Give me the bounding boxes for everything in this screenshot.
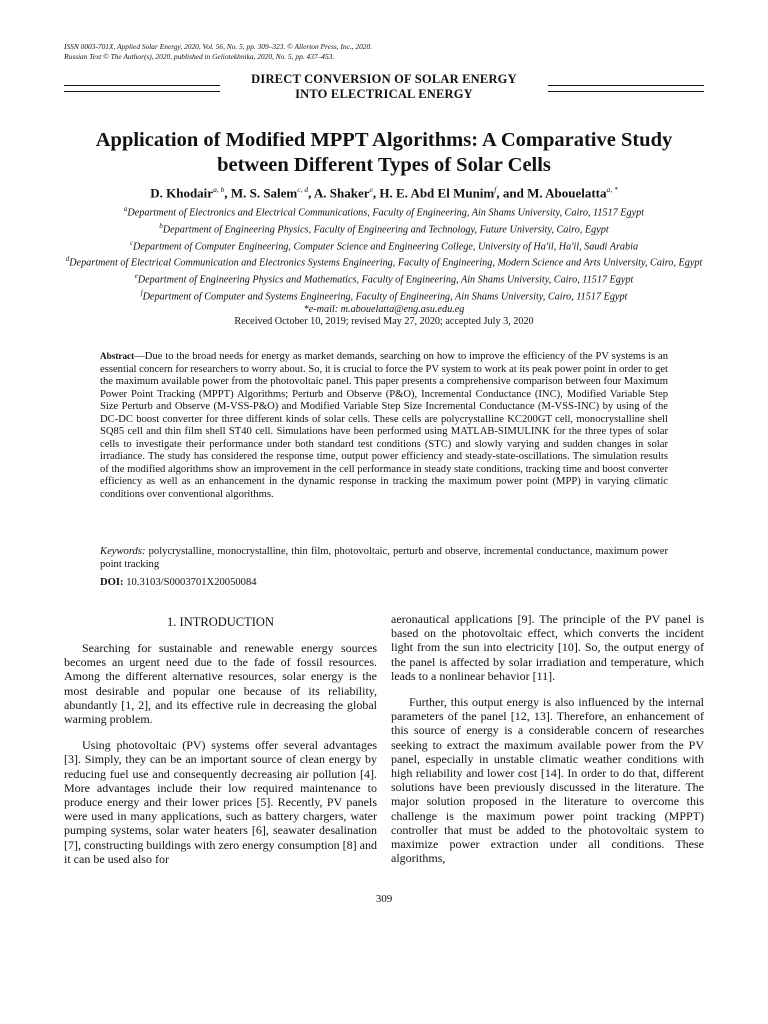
- section-heading: [64, 72, 704, 104]
- affiliation-list: [30, 203, 738, 304]
- abstract: [100, 350, 668, 501]
- author-name: H. E. Abd El Munim: [379, 185, 495, 201]
- affiliation-text: Department of Computer and Systems Engineering, Faculty of Engineering, Ain Shams University, Cairo, 11517 Egypt: [142, 291, 628, 303]
- author-separator: ,: [224, 185, 231, 201]
- affiliation-item: [30, 220, 738, 237]
- body-paragraph: Searching for sustainable and renewable energy sources becomes an urgent need due to the fade of fossil resources. Among the different alternative resources, solar energy is the most desirable and popular one because of its reliability, abundantly [1, 2], and its effective rule in decreasing the global warming problem.: [64, 641, 377, 727]
- corresponding-email[interactable]: *e-mail: m.abouelatta@eng.asu.edu.eg: [303, 303, 465, 315]
- author-affiliation-marker: a, b: [213, 185, 225, 194]
- abstract-text: —Due to the broad needs for energy as market demands, searching on how to improve the efficiency of the PV systems is an essential concern for researchers to worry about. So, it is crucial to force the PV system to work at its peak power point in order to get the maximum available power from the photovoltaic panel. This paper presents a comprehensive comparison between four Maximum Power Point Tracking (MPPT) Algorithms; Perturb and Observe (P&O), Incremental Conductance (INC), Modified Variable Step Size Perturb and Observe (M-VSS-P&O) and Modified Variable Step Size Incremental Conductance (M-VSS-INC) by using of the DC-DC boost converter for three different kinds of solar cells. These cells are polycrystalline KC200GT cell, monocrystalline shell SQ85 cell and thin film shell ST40 cell. Simulations have been performed using MATLAB-SIMULINK for the three types of solar cells to investigate their performance under both standard test conditions (STC) and slowly varying and sudden changes in solar irradiance. The study has considered the response time, output power efficiency and steady-state-oscillations. The simulation results of the modified algorithms show an improvement in the cell performance in steady state conditions, tracking time and boost converter efficiency as well as an enhancement in the dynamic response in tracking the maximum power point (MPP) in varying climatic conditions over conventional algorithms.: [100, 351, 668, 500]
- title-line: Application of Modified MPPT Algorithms: A Comparative Study: [95, 129, 673, 151]
- keywords-text: polycrystalline, monocrystalline, thin film, photovoltaic, perturb and observe, incremental conductance, maximum power point tracking: [100, 546, 668, 570]
- journal-citation: [64, 42, 704, 62]
- affiliation-marker: e: [134, 272, 138, 281]
- affiliation-marker: c: [129, 238, 134, 247]
- author-affiliation-marker: c, d: [297, 185, 309, 194]
- affiliation-marker: b: [159, 221, 163, 230]
- article-title: [64, 128, 704, 178]
- author-name: M. Abouelatta: [527, 185, 607, 201]
- section-title-line: DIRECT CONVERSION OF SOLAR ENERGY: [251, 72, 517, 86]
- doi-label: DOI:: [100, 577, 124, 588]
- author-affiliation-marker: a, *: [606, 185, 618, 194]
- author-separator: , and: [496, 185, 528, 201]
- affiliation-marker: f: [140, 288, 143, 297]
- author-list: [64, 182, 704, 201]
- affiliation-item: [30, 237, 738, 254]
- affiliation-text: Department of Computer Engineering, Computer Science and Engineering College, University of Ha'il, Ha'il, Saudi Arabia: [133, 240, 639, 252]
- affiliation-text: Department of Engineering Physics and Mathematics, Faculty of Engineering, Ain Shams University, Cairo, 11517 Egypt: [137, 274, 634, 286]
- body-paragraph: Using photovoltaic (PV) systems offer several advantages [3]. Simply, they can be an important source of clean energy by reducing fuel use and consequently decreasing air pollution [4]. More advantages include their low required maintenance to produce energy and their lower prices [5]. Recently, PV panels were used in many applications, such as battery chargers, water pumping systems, solar water heaters [6], seawater desalination [7], constructing buildings with zero energy consumption [8] and it can be used also for: [64, 738, 377, 866]
- author-name: A. Shaker: [313, 185, 370, 201]
- author-name: D. Khodair: [150, 185, 214, 201]
- affiliation-text: Department of Electronics and Electrical Communications, Faculty of Engineering, Ain Shams University, Cairo, 11517 Egypt: [127, 207, 645, 219]
- keywords-label: Keywords:: [100, 546, 146, 557]
- affiliation-marker: d: [65, 255, 70, 264]
- affiliation-marker: a: [123, 205, 128, 213]
- section-title: [64, 72, 704, 102]
- keywords: [100, 546, 668, 571]
- affiliations-block: [30, 203, 738, 329]
- author-name: M. S. Salem: [230, 185, 298, 201]
- russian-text-line: Russian Text © The Author(s), 2020, published in Geliotekhnika, 2020, No. 5, pp. 437–453.: [64, 52, 335, 61]
- affiliation-item: [30, 287, 738, 304]
- doi: [100, 577, 668, 590]
- received-dates: Received October 10, 2019; revised May 27, 2020; accepted July 3, 2020: [234, 316, 534, 328]
- body-paragraph: aeronautical applications [9]. The principle of the PV panel is based on the photovoltaic effect, which converts the incident light from the sun into electricity [10]. So, the output energy of the panel is affected by solar irradiation and temperature, which leads to a nonlinear behavior [11].: [391, 612, 704, 683]
- issn-line: ISSN 0003-701X, Applied Solar Energy, 2020, Vol. 56, No. 5, pp. 309–323. © Allerton Press, Inc., 2020.: [64, 42, 372, 51]
- author-separator: ,: [372, 185, 380, 201]
- doi-value[interactable]: 10.3103/S0003701X20050084: [123, 577, 257, 588]
- affiliation-text: Department of Electrical Communication and Electronics Systems Engineering, Faculty of Engineering, Modern Science and Arts University, Cairo, Egypt: [69, 257, 703, 269]
- introduction-heading: 1. INTRODUCTION: [167, 615, 274, 629]
- affiliation-text: Department of Engineering Physics, Faculty of Engineering and Technology, Future University, Cairo, Egypt: [162, 224, 609, 236]
- author-separator: ,: [308, 185, 314, 201]
- body-column-right: [391, 612, 704, 865]
- affiliation-item: [30, 203, 738, 220]
- author-affiliation-marker: f: [494, 185, 497, 194]
- affiliation-item: [30, 253, 738, 270]
- section-title-line: INTO ELECTRICAL ENERGY: [295, 87, 473, 101]
- body-column-left: [64, 612, 377, 866]
- affiliation-item: [30, 270, 738, 287]
- author-affiliation-marker: e: [369, 185, 373, 194]
- abstract-label: Abstract: [100, 351, 135, 361]
- page-number: 309: [375, 893, 393, 905]
- body-paragraph: Further, this output energy is also influenced by the internal parameters of the panel [12, 13]. Therefore, an enhancement of this source of energy is a considerable concern of researches seeking to extract the maximum available power from the PV panel, especially in unstable climatic weather conditions with high reliability and lower cost [14]. In order to do that, different solutions have been previously discussed in the literature. The major solution proposed in the literature to overcome this challenge is the maximum power point tracking (MPPT) controller that must be added to the photovoltaic system to maximize power extraction under all conditions. These algorithms,: [391, 695, 704, 866]
- title-line: between Different Types of Solar Cells: [217, 154, 551, 176]
